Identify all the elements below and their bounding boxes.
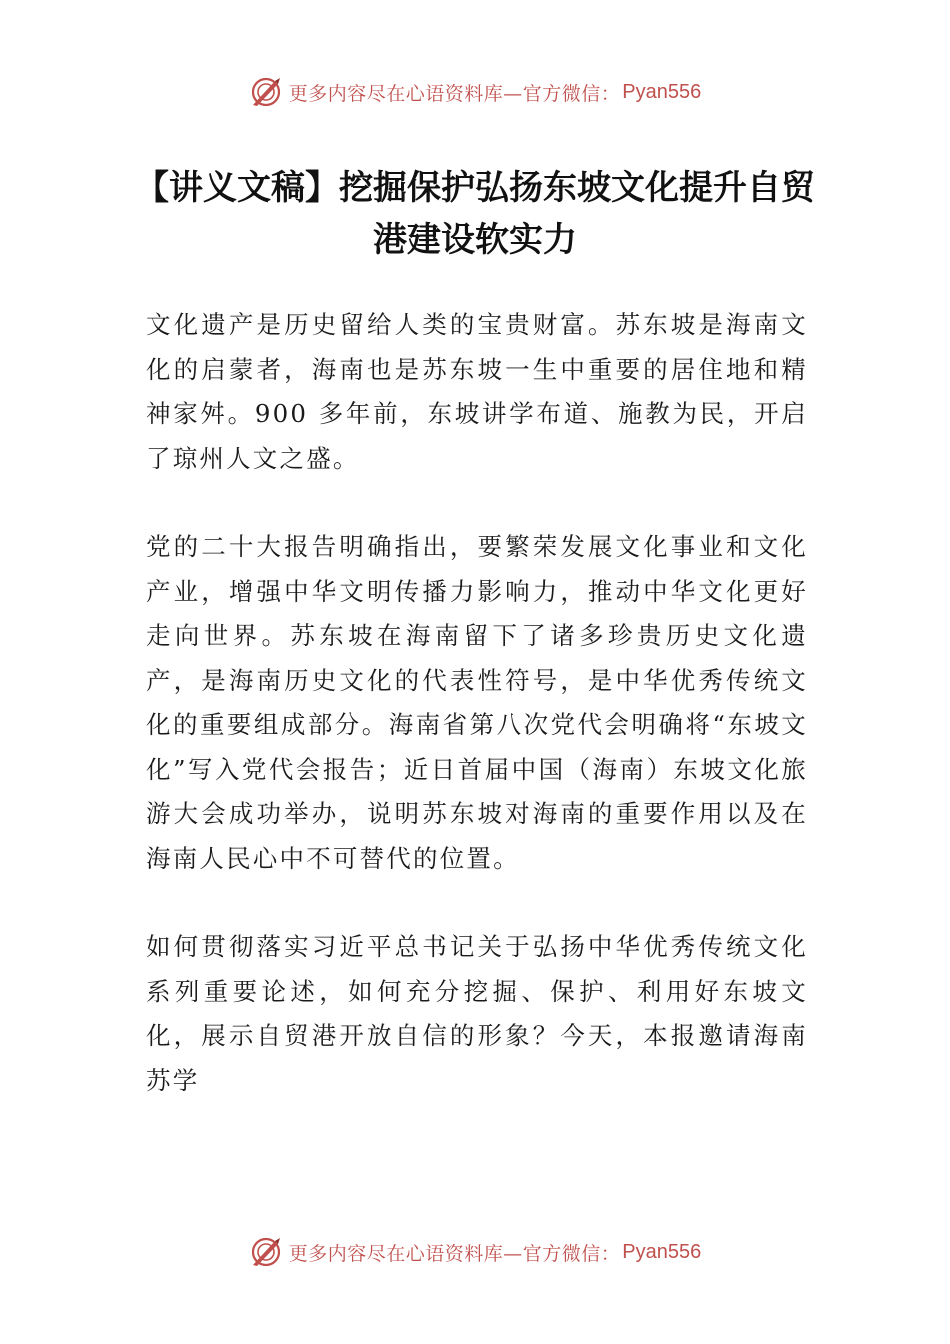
paragraph-1: 文化遗产是历史留给人类的宝贵财富。苏东坡是海南文化的启蒙者，海南也是苏东坡一生中重要的居住地和精神家⾇。900 多年前，东坡讲学布道、施教为民，开启了琼州人文之盛。: [146, 310, 808, 473]
banner-text: 更多内容尽在心语资料库—官方微信：: [288, 82, 621, 105]
paragraph-2: 党的二十大报告明确指出，要繁荣发展文化事业和文化产业，增强中华文明传播力影响力，推动中华文化更好走向世界。苏东坡在海南留下了诸多珍贵历史文化遗产，是海南历史文化的代表性符号，是中华优秀传统文化的重要组成部分。海南省第八次党代会明确将“东坡文化”写入党代会报告；近日首届中国（海南）东坡文化旅游大会成功举办，说明苏东坡对海南的重要作用以及在海南人民心中不可替代的位置。: [146, 532, 808, 873]
header-banner: [0, 72, 950, 112]
quill-pen-logo-icon: [249, 75, 283, 109]
paragraph-3: 如何贯彻落实习近平总书记关于弘扬中华优秀传统文化系列重要论述，如何充分挖掘、保护、利用好东坡文化，展示自贸港开放自信的形象？今天，本报邀请海南苏学: [146, 932, 808, 1095]
quill-pen-logo-icon: [249, 1235, 283, 1269]
document-title: 【讲义文稿】挖掘保护弘扬东坡文化提升自贸港建设软实力: [135, 168, 815, 260]
banner-text: 更多内容尽在心语资料库—官方微信：: [288, 1242, 621, 1265]
wechat-id: Pyan556: [622, 80, 702, 103]
wechat-id: Pyan556: [622, 1240, 702, 1263]
footer-banner: [0, 1232, 950, 1272]
document-body: [146, 303, 808, 1147]
